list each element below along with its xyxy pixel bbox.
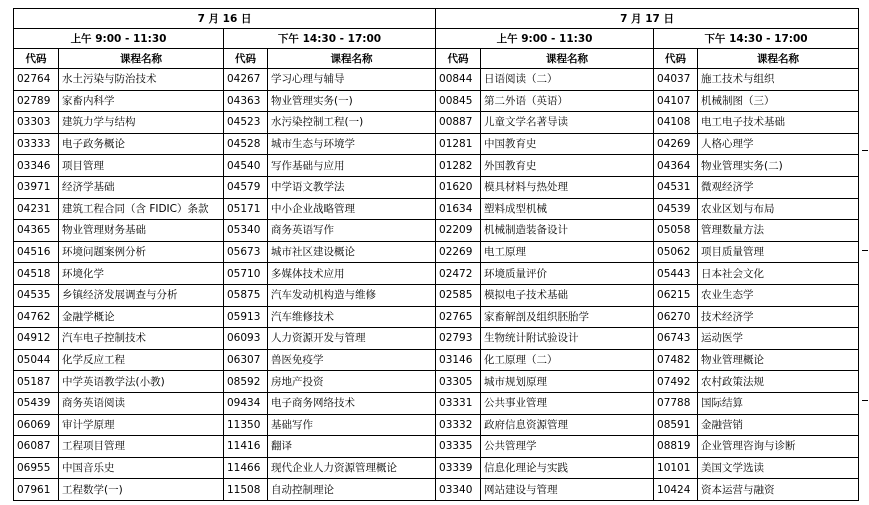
course-name: 自动控制理论: [268, 479, 436, 501]
course-name: 基础写作: [268, 414, 436, 436]
session-header: 下午 14:30 - 17:00: [224, 29, 436, 49]
course-name: 技术经济学: [698, 306, 859, 328]
column-header-row: [14, 49, 859, 69]
course-name: 物业管理实务(一): [268, 90, 436, 112]
course-name: 机械制图（三）: [698, 90, 859, 112]
table-row: [14, 69, 859, 91]
course-name: 施工技术与组织: [698, 69, 859, 91]
table-row: [14, 457, 859, 479]
course-name: 企业管理咨询与诊断: [698, 436, 859, 458]
course-code: 10101: [654, 457, 698, 479]
schedule-body: [14, 9, 859, 501]
course-code: 03971: [14, 176, 59, 198]
course-code: 03303: [14, 112, 59, 134]
course-code: 04107: [654, 90, 698, 112]
course-name: 人力资源开发与管理: [268, 328, 436, 350]
course-code: 04269: [654, 133, 698, 155]
course-name: 建筑力学与结构: [59, 112, 224, 134]
course-code: 06087: [14, 436, 59, 458]
course-name: 政府信息资源管理: [481, 414, 654, 436]
course-code: 05171: [224, 198, 268, 220]
course-name: 农业生态学: [698, 284, 859, 306]
table-row: [14, 284, 859, 306]
course-name: 网站建设与管理: [481, 479, 654, 501]
course-code: 11350: [224, 414, 268, 436]
course-code: 04365: [14, 220, 59, 242]
course-name: 化学反应工程: [59, 349, 224, 371]
course-code: 05875: [224, 284, 268, 306]
course-code: 06955: [14, 457, 59, 479]
table-row: [14, 371, 859, 393]
course-name: 建筑工程合同（含 FIDIC）条款: [59, 198, 224, 220]
course-name: 塑料成型机械: [481, 198, 654, 220]
course-code: 07788: [654, 392, 698, 414]
course-code: 02764: [14, 69, 59, 91]
course-name: 电子政务概论: [59, 133, 224, 155]
course-code: 02585: [436, 284, 481, 306]
course-name: 多媒体技术应用: [268, 263, 436, 285]
course-code: 08591: [654, 414, 698, 436]
course-name: 模具材料与热处理: [481, 176, 654, 198]
exam-schedule-table: [13, 8, 859, 501]
course-name: 国际结算: [698, 392, 859, 414]
course-code: 01282: [436, 155, 481, 177]
session-header: 下午 14:30 - 17:00: [654, 29, 859, 49]
course-code: 06093: [224, 328, 268, 350]
course-name: 家畜内科学: [59, 90, 224, 112]
course-code: 04579: [224, 176, 268, 198]
course-code: 06743: [654, 328, 698, 350]
course-code: 05187: [14, 371, 59, 393]
course-code: 02472: [436, 263, 481, 285]
course-name: 现代企业人力资源管理概论: [268, 457, 436, 479]
table-row: [14, 133, 859, 155]
course-code: 03346: [14, 155, 59, 177]
name-column-header: 课程名称: [59, 49, 224, 69]
course-name: 城市规划原理: [481, 371, 654, 393]
course-code: 05058: [654, 220, 698, 242]
course-name: 审计学原理: [59, 414, 224, 436]
table-row: [14, 198, 859, 220]
course-name: 工程数学(一): [59, 479, 224, 501]
course-name: 管理数量方法: [698, 220, 859, 242]
course-name: 房地产投资: [268, 371, 436, 393]
course-code: 04516: [14, 241, 59, 263]
course-name: 学习心理与辅导: [268, 69, 436, 91]
course-code: 05439: [14, 392, 59, 414]
table-row: [14, 349, 859, 371]
course-code: 10424: [654, 479, 698, 501]
table-row: [14, 436, 859, 458]
course-name: 环境质量评价: [481, 263, 654, 285]
course-name: 金融营销: [698, 414, 859, 436]
course-name: 电子商务网络技术: [268, 392, 436, 414]
course-name: 物业管理财务基础: [59, 220, 224, 242]
table-row: [14, 414, 859, 436]
course-code: 04364: [654, 155, 698, 177]
course-code: 04231: [14, 198, 59, 220]
table-row: [14, 90, 859, 112]
course-code: 03331: [436, 392, 481, 414]
table-row: [14, 241, 859, 263]
course-code: 04912: [14, 328, 59, 350]
table-row: [14, 176, 859, 198]
course-code: 05340: [224, 220, 268, 242]
course-name: 经济学基础: [59, 176, 224, 198]
name-column-header: 课程名称: [481, 49, 654, 69]
course-name: 农村政策法规: [698, 371, 859, 393]
course-name: 汽车维修技术: [268, 306, 436, 328]
course-name: 环境化学: [59, 263, 224, 285]
margin-marker: [862, 400, 868, 413]
course-code: 02765: [436, 306, 481, 328]
course-name: 中小企业战略管理: [268, 198, 436, 220]
table-row: [14, 112, 859, 134]
code-column-header: 代码: [14, 49, 59, 69]
table-row: [14, 155, 859, 177]
course-name: 运动医学: [698, 328, 859, 350]
course-code: 02209: [436, 220, 481, 242]
course-code: 06069: [14, 414, 59, 436]
table-row: [14, 263, 859, 285]
name-column-header: 课程名称: [698, 49, 859, 69]
course-name: 美国文学选读: [698, 457, 859, 479]
session-header-row: [14, 29, 859, 49]
course-code: 06270: [654, 306, 698, 328]
course-name: 商务英语阅读: [59, 392, 224, 414]
course-name: 模拟电子技术基础: [481, 284, 654, 306]
course-name: 物业管理概论: [698, 349, 859, 371]
date-header-day1: 7 月 16 日: [14, 9, 436, 29]
course-name: 外国教育史: [481, 155, 654, 177]
course-code: 04523: [224, 112, 268, 134]
table-row: [14, 328, 859, 350]
table-row: [14, 479, 859, 501]
course-name: 公共管理学: [481, 436, 654, 458]
date-header-row: [14, 9, 859, 29]
course-code: 06307: [224, 349, 268, 371]
course-code: 05044: [14, 349, 59, 371]
session-header: 上午 9:00 - 11:30: [14, 29, 224, 49]
course-name: 城市生态与环境学: [268, 133, 436, 155]
margin-marker: [862, 250, 868, 263]
course-name: 汽车发动机构造与维修: [268, 284, 436, 306]
date-header-day2: 7 月 17 日: [436, 9, 859, 29]
course-code: 03305: [436, 371, 481, 393]
course-code: 05710: [224, 263, 268, 285]
course-name: 资本运营与融资: [698, 479, 859, 501]
course-code: 08592: [224, 371, 268, 393]
course-name: 日语阅读（二）: [481, 69, 654, 91]
course-name: 人格心理学: [698, 133, 859, 155]
course-code: 04540: [224, 155, 268, 177]
course-code: 06215: [654, 284, 698, 306]
course-code: 02269: [436, 241, 481, 263]
course-code: 03332: [436, 414, 481, 436]
course-name: 水污染控制工程(一): [268, 112, 436, 134]
course-code: 11416: [224, 436, 268, 458]
course-code: 04518: [14, 263, 59, 285]
course-name: 城市社区建设概论: [268, 241, 436, 263]
course-code: 04531: [654, 176, 698, 198]
course-code: 05443: [654, 263, 698, 285]
course-name: 乡镇经济发展调查与分析: [59, 284, 224, 306]
course-name: 项目管理: [59, 155, 224, 177]
course-code: 04539: [654, 198, 698, 220]
course-name: 环境问题案例分析: [59, 241, 224, 263]
course-name: 儿童文学名著导读: [481, 112, 654, 134]
course-code: 11508: [224, 479, 268, 501]
table-row: [14, 220, 859, 242]
course-code: 03335: [436, 436, 481, 458]
course-name: 汽车电子控制技术: [59, 328, 224, 350]
course-name: 项目质量管理: [698, 241, 859, 263]
margin-marker: [862, 150, 868, 163]
course-name: 中国音乐史: [59, 457, 224, 479]
course-name: 兽医免疫学: [268, 349, 436, 371]
course-code: 02789: [14, 90, 59, 112]
code-column-header: 代码: [224, 49, 268, 69]
course-name: 电工电子技术基础: [698, 112, 859, 134]
course-code: 07961: [14, 479, 59, 501]
course-name: 生物统计附试验设计: [481, 328, 654, 350]
course-name: 中学英语教学法(小教): [59, 371, 224, 393]
name-column-header: 课程名称: [268, 49, 436, 69]
course-name: 农业区划与布局: [698, 198, 859, 220]
course-name: 化工原理（二）: [481, 349, 654, 371]
code-column-header: 代码: [654, 49, 698, 69]
course-code: 05913: [224, 306, 268, 328]
course-code: 00887: [436, 112, 481, 134]
course-code: 11466: [224, 457, 268, 479]
course-code: 04108: [654, 112, 698, 134]
course-name: 微观经济学: [698, 176, 859, 198]
course-name: 第二外语（英语）: [481, 90, 654, 112]
course-code: 08819: [654, 436, 698, 458]
course-name: 商务英语写作: [268, 220, 436, 242]
course-code: 05673: [224, 241, 268, 263]
course-name: 信息化理论与实践: [481, 457, 654, 479]
course-code: 04267: [224, 69, 268, 91]
course-code: 09434: [224, 392, 268, 414]
course-code: 01620: [436, 176, 481, 198]
course-code: 07492: [654, 371, 698, 393]
course-name: 水土污染与防治技术: [59, 69, 224, 91]
code-column-header: 代码: [436, 49, 481, 69]
course-code: 03333: [14, 133, 59, 155]
course-name: 工程项目管理: [59, 436, 224, 458]
table-row: [14, 306, 859, 328]
course-code: 07482: [654, 349, 698, 371]
course-name: 物业管理实务(二): [698, 155, 859, 177]
course-name: 中国教育史: [481, 133, 654, 155]
course-name: 翻译: [268, 436, 436, 458]
course-code: 00845: [436, 90, 481, 112]
course-code: 02793: [436, 328, 481, 350]
course-code: 00844: [436, 69, 481, 91]
course-code: 01634: [436, 198, 481, 220]
course-code: 04762: [14, 306, 59, 328]
course-code: 05062: [654, 241, 698, 263]
course-name: 电工原理: [481, 241, 654, 263]
course-name: 写作基础与应用: [268, 155, 436, 177]
course-code: 04363: [224, 90, 268, 112]
course-code: 04535: [14, 284, 59, 306]
course-code: 04528: [224, 133, 268, 155]
course-code: 03340: [436, 479, 481, 501]
course-code: 03339: [436, 457, 481, 479]
course-name: 日本社会文化: [698, 263, 859, 285]
course-code: 03146: [436, 349, 481, 371]
session-header: 上午 9:00 - 11:30: [436, 29, 654, 49]
course-name: 中学语文教学法: [268, 176, 436, 198]
course-name: 金融学概论: [59, 306, 224, 328]
course-name: 公共事业管理: [481, 392, 654, 414]
course-code: 04037: [654, 69, 698, 91]
course-name: 机械制造装备设计: [481, 220, 654, 242]
course-code: 01281: [436, 133, 481, 155]
table-row: [14, 392, 859, 414]
course-name: 家畜解剖及组织胚胎学: [481, 306, 654, 328]
